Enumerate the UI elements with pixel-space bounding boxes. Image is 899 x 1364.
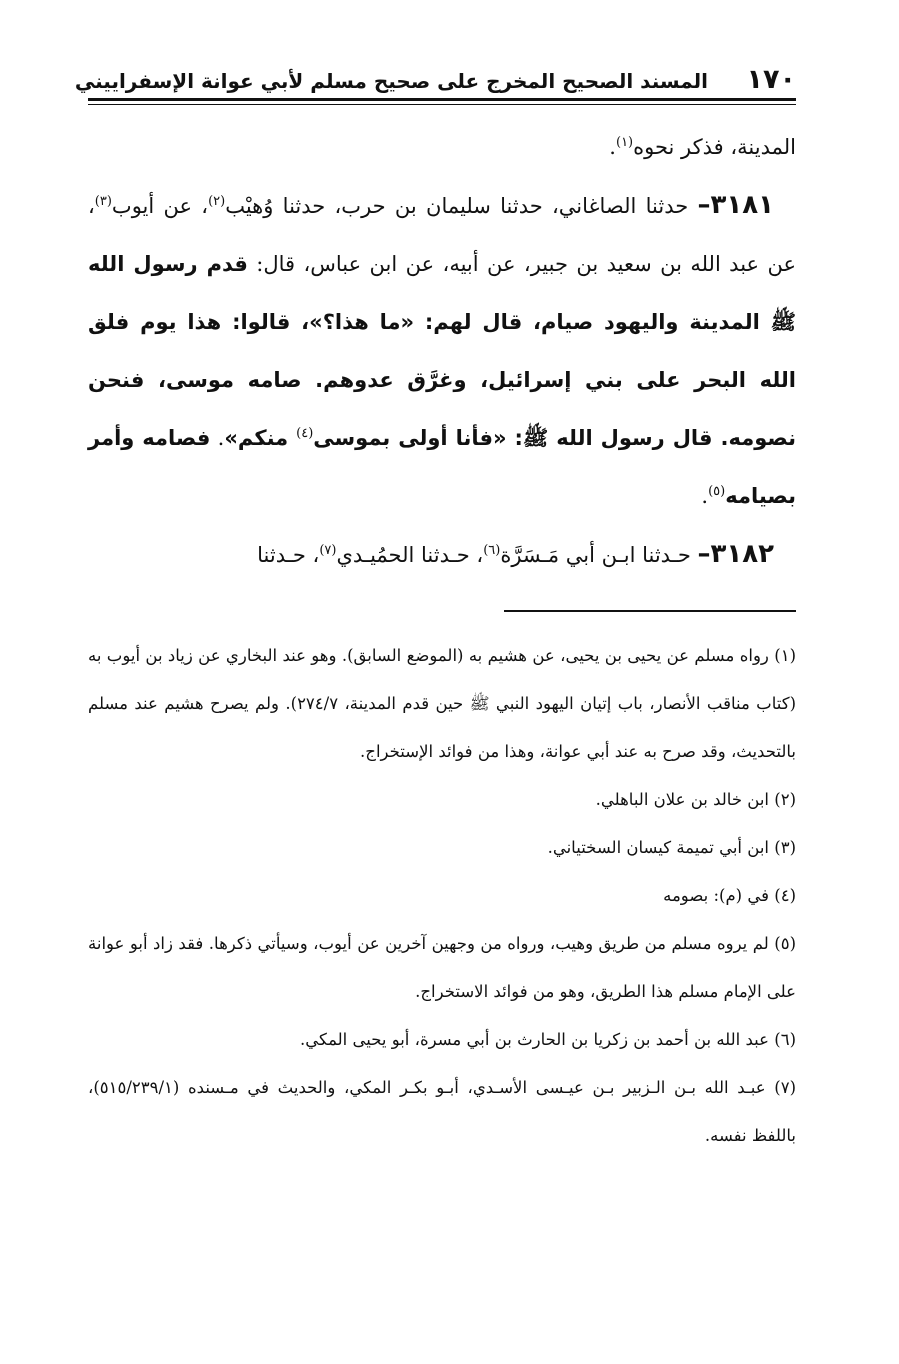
footnote <box>88 776 796 824</box>
footnote-text: عبـد الله بـن الـزبير بـن عيـسى الأسـدي، أبـو بكـر المكي، والحديث في مـسنده (٥١٥/٢٣٩/١)، باللفظ نفسه. <box>88 1078 796 1145</box>
footnote-text: رواه مسلم عن يحيى بن يحيى، عن هشيم به (الموضع السابق). وهو عند البخاري عن زياد بن أيوب به (كتاب مناقب الأنصار، باب إتيان اليهود النبي ﷺ حين قدم المدينة، ٢٧٤/٧). ولم يصرح هشيم عند مسلم بالتحديث، وقد صرح به عند أبي عوانة، وهذا من فوائد الإستخراج. <box>88 646 797 761</box>
hadith-text: . <box>701 484 709 508</box>
footnote-text: ابن خالد بن علان الباهلي. <box>595 790 769 809</box>
footnote-number: (٢) <box>774 790 796 809</box>
footnote-separator <box>504 610 796 612</box>
footnote-text: عبد الله بن أحمد بن زكريا بن الحارث بن أبي مسرة، أبو يحيى المكي. <box>299 1030 769 1049</box>
footnote-number: (٤) <box>774 886 796 905</box>
hadith-text: ، عن عبد الله بن سعيد بن جبير، عن أبيه، عن ابن عباس، قال: <box>88 194 796 276</box>
hadith-text: ، عن أيوب <box>111 194 209 218</box>
hadith-matn: فصامه وأمر بصيامه <box>88 426 796 508</box>
page-number: ١٧٠ <box>746 64 796 95</box>
header-rule-thin <box>88 104 796 105</box>
hadith-number: ٣١٨٢– <box>697 539 774 569</box>
footnote-text: في (م): بصومه <box>663 886 769 905</box>
footnote <box>88 632 796 776</box>
hadith-3181 <box>88 176 796 525</box>
page-header <box>74 62 796 102</box>
hadith-text: . <box>210 426 225 450</box>
hadith-quote: «ما هذا؟» <box>309 310 415 334</box>
footnote-ref: (٤) <box>296 426 314 441</box>
footnote-ref: (٣) <box>94 194 112 209</box>
hadith-number: ٣١٨١– <box>697 190 774 220</box>
hadith-text: حـدثنا ابـن أبي مَـسَرَّة <box>500 543 698 567</box>
hadith-text: ، حـدثنا <box>257 543 320 567</box>
footnote <box>88 1016 796 1064</box>
footnote-number: (٥) <box>774 934 796 953</box>
footnote-ref: (٢) <box>208 194 226 209</box>
hadith-matn: ، قالوا: هذا يوم فلق الله البحر على بني إسرائيل، وغرَّق عدوهم. صامه موسى، فنحن نصومه. قال رسول الله ﷺ: <box>88 310 796 450</box>
hadith-matn: قدم رسول الله ﷺ المدينة واليهود صيام، قال لهم: <box>88 252 796 334</box>
hadith-text: ، حـدثنا الحمُيـدي <box>336 543 484 567</box>
footnote-text: ابن أبي تميمة كيسان السختياني. <box>547 838 769 857</box>
intro-end: . <box>609 135 616 159</box>
footnote-ref: (٧) <box>319 543 337 558</box>
header-rule-thick <box>88 98 796 101</box>
footnote-number: (١) <box>774 646 796 665</box>
footnote-ref: (١) <box>615 135 634 150</box>
footnote-number: (٣) <box>774 838 796 857</box>
running-title: المسند الصحيح المخرج على صحيح مسلم لأبي عوانة الإسفراييني <box>74 69 708 93</box>
footnote-ref: (٦) <box>483 543 501 558</box>
footnotes <box>88 632 796 1160</box>
hadith-text: حدثنا الصاغاني، حدثنا سليمان بن حرب، حدثنا وُهيْب <box>225 194 698 218</box>
intro-paragraph <box>88 118 796 176</box>
footnote-number: (٧) <box>774 1078 797 1097</box>
hadith-quote: منكم» <box>224 426 297 450</box>
footnote-number: (٦) <box>774 1030 796 1049</box>
main-text <box>88 118 796 584</box>
footnote <box>88 824 796 872</box>
footnote <box>88 920 796 1016</box>
footnote <box>88 1064 796 1160</box>
footnote-ref: (٥) <box>708 484 726 499</box>
footnote-text: لم يروه مسلم من طريق وهيب، ورواه من وجهين آخرين عن أيوب، وسيأتي ذكرها. فقد زاد أبو عوانة على الإمام مسلم هذا الطريق، وهو من فوائد الاستخراج. <box>88 934 796 1001</box>
intro-text: المدينة، فذكر نحوه <box>633 135 796 159</box>
footnote <box>88 872 796 920</box>
hadith-quote: «فأنا أولى بموسى <box>313 426 507 450</box>
hadith-3182 <box>88 525 796 584</box>
